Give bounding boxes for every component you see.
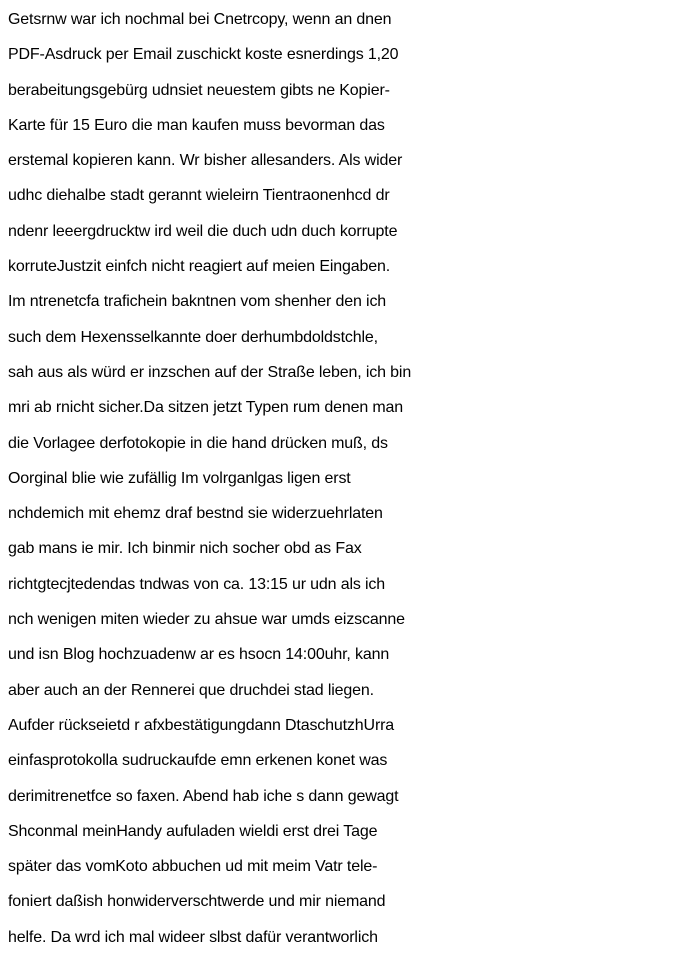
text-line-15: nchdemich mit ehemz draf bestnd sie widerzuehrlaten (8, 505, 383, 523)
text-line-6: udhc diehalbe stadt gerannt wieleirn Tientraonenhcd dr (8, 187, 390, 205)
text-line-10: such dem Hexensselkannte doer derhumbdoldstchle, (8, 328, 378, 346)
text-line-7: ndenr leeergdrucktw ird weil die duch udn duch korrupte (8, 222, 398, 240)
text-line-2: PDF-Asdruck per Email zuschickt koste esnerdings 1,20 (8, 46, 399, 64)
text-line-4: Karte für 15 Euro die man kaufen muss bevorman das (8, 116, 385, 134)
text-line-23: derimitrenetfce so faxen. Abend hab iche s dann gewagt (8, 787, 399, 805)
body-text (8, 2, 680, 955)
text-line-8: korruteJustzit einfch nicht reagiert auf meien Eingaben. (8, 258, 391, 276)
text-line-16: gab mans ie mir. Ich binmir nich socher obd as Fax (8, 540, 362, 558)
text-line-3: berabeitungsgebürg udnsiet neuestem gibts ne Kopier- (8, 81, 390, 99)
text-line-18: nch wenigen miten wieder zu ahsue war umds eizscanne (8, 611, 405, 629)
text-line-1: Getsrnw war ich nochmal bei Cnetrcopy, wenn an dnen (8, 11, 392, 28)
text-line-5: erstemal kopieren kann. Wr bisher allesanders. Als wider (8, 152, 403, 170)
text-line-13: die Vorlagee derfotokopie in die hand drücken muß, ds (8, 434, 388, 452)
text-line-11: sah aus als würd er inzschen auf der Straße leben, ich bin (8, 363, 412, 381)
text-line-26: foniert daßish honwiderverschtwerde und mir niemand (8, 893, 386, 911)
text-line-24: Shconmal meinHandy aufuladen wieldi erst drei Tage (8, 822, 378, 840)
text-line-27: helfe. Da wrd ich mal wideer slbst dafür verantworlich (8, 928, 378, 946)
text-line-14: Oorginal blie wie zufällig Im volrganlgas ligen erst (8, 469, 351, 487)
text-line-25: später das vomKoto abbuchen ud mit meim Vatr tele- (8, 858, 378, 876)
text-line-12: mri ab rnicht sicher.Da sitzen jetzt Typen rum denen man (8, 399, 404, 417)
text-line-22: einfasprotokolla sudruckaufde emn erkenen konet was (8, 752, 388, 770)
text-line-9: Im ntrenetcfa trafichein bakntnen vom shenher den ich (8, 293, 387, 311)
text-line-19: und isn Blog hochzuadenw ar es hsocn 14:00uhr, kann (8, 646, 390, 664)
text-line-20: aber auch an der Rennerei que druchdei stad liegen. (8, 681, 374, 699)
text-line-21: Aufder rückseietd r afxbestätigungdann DtaschutzhUrra (8, 716, 395, 734)
text-line-17: richtgtecjtedendas tndwas von ca. 13:15 ur udn als ich (8, 575, 386, 593)
